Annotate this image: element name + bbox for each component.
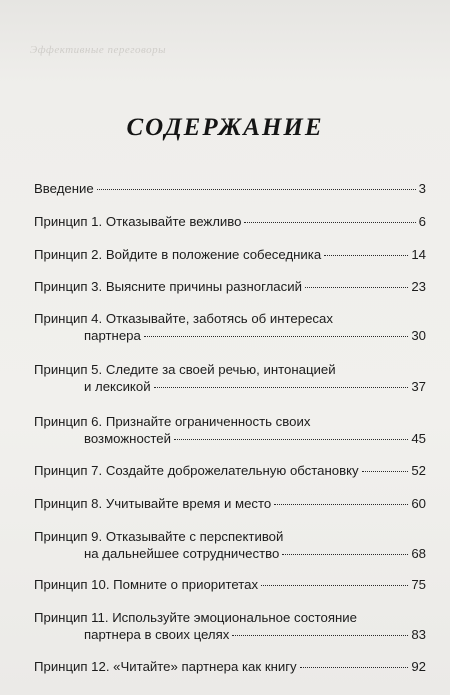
toc-entry-title: Принцип 12. «Читайте» партнера как книгу bbox=[34, 659, 297, 674]
toc-entry-title: Принцип 6. Признайте ограниченность своих bbox=[34, 414, 311, 429]
toc-entry-title: Принцип 7. Создайте доброжелательную обстановку bbox=[34, 463, 359, 478]
toc-page-number: 14 bbox=[411, 247, 426, 262]
toc-entry[interactable] bbox=[34, 528, 426, 562]
toc-page-number: 75 bbox=[411, 577, 426, 592]
toc-entry-title: Принцип 11. Используйте эмоциональное состояние bbox=[34, 610, 357, 625]
toc-entry[interactable] bbox=[34, 246, 426, 263]
toc-entry[interactable] bbox=[34, 278, 426, 295]
toc-entry-title-continued: и лексикой bbox=[84, 379, 151, 394]
toc-entry[interactable] bbox=[34, 576, 426, 593]
toc-page-number: 37 bbox=[411, 379, 426, 394]
dot-leader bbox=[305, 287, 408, 288]
toc-entry-title: Принцип 4. Отказывайте, заботясь об интересах bbox=[34, 311, 333, 326]
toc-entry[interactable] bbox=[34, 413, 426, 447]
toc-entry-title-continued: возможностей bbox=[84, 431, 171, 446]
toc-page-number: 30 bbox=[411, 328, 426, 343]
dot-leader bbox=[362, 471, 409, 472]
toc-entry[interactable] bbox=[34, 213, 426, 230]
bleed-through-header: Эффективные переговоры bbox=[30, 44, 167, 56]
dot-leader bbox=[144, 336, 408, 337]
dot-leader bbox=[300, 667, 409, 668]
dot-leader bbox=[324, 255, 408, 256]
toc-entry[interactable] bbox=[34, 658, 426, 675]
dot-leader bbox=[232, 635, 408, 636]
dot-leader bbox=[282, 554, 408, 555]
page-title: СОДЕРЖАНИЕ bbox=[126, 114, 324, 141]
dot-leader bbox=[274, 504, 408, 505]
toc-page-number: 83 bbox=[411, 627, 426, 642]
toc-entry-title: Введение bbox=[34, 181, 94, 196]
toc-entry-title-continued: партнера bbox=[84, 328, 141, 343]
toc-entry-title: Принцип 9. Отказывайте с перспективой bbox=[34, 529, 284, 544]
toc-entry-title-continued: на дальнейшее сотрудничество bbox=[84, 546, 280, 561]
toc-entry[interactable] bbox=[34, 361, 426, 395]
dot-leader bbox=[261, 585, 408, 586]
toc-entry[interactable] bbox=[34, 462, 426, 479]
toc-page-number: 3 bbox=[418, 181, 426, 196]
toc-entry-title: Принцип 2. Войдите в положение собеседника bbox=[34, 247, 322, 262]
toc-page-number: 23 bbox=[411, 279, 426, 294]
toc-entry[interactable] bbox=[34, 310, 426, 344]
toc-entry-title: Принцип 3. Выясните причины разногласий bbox=[34, 279, 302, 294]
toc-entry-title-continued: партнера в своих целях bbox=[84, 627, 230, 642]
toc-entry-title: Принцип 8. Учитывайте время и место bbox=[34, 496, 272, 511]
dot-leader bbox=[97, 189, 416, 190]
dot-leader bbox=[154, 387, 409, 388]
toc-entry-title: Принцип 10. Помните о приоритетах bbox=[34, 577, 259, 592]
toc-page-number: 52 bbox=[411, 463, 426, 478]
toc-page-number: 45 bbox=[411, 431, 426, 446]
toc-entry[interactable] bbox=[34, 180, 426, 197]
toc-entry-title: Принцип 5. Следите за своей речью, интонацией bbox=[34, 362, 336, 377]
toc-entry-title: Принцип 1. Отказывайте вежливо bbox=[34, 214, 242, 229]
toc-page-number: 68 bbox=[411, 546, 426, 561]
toc-page-number: 60 bbox=[411, 496, 426, 511]
toc-entry[interactable] bbox=[34, 495, 426, 512]
dot-leader bbox=[174, 439, 408, 440]
dot-leader bbox=[244, 222, 415, 223]
toc-page-number: 6 bbox=[418, 214, 426, 229]
toc-page-number: 92 bbox=[411, 659, 426, 674]
toc-entry[interactable] bbox=[34, 609, 426, 643]
